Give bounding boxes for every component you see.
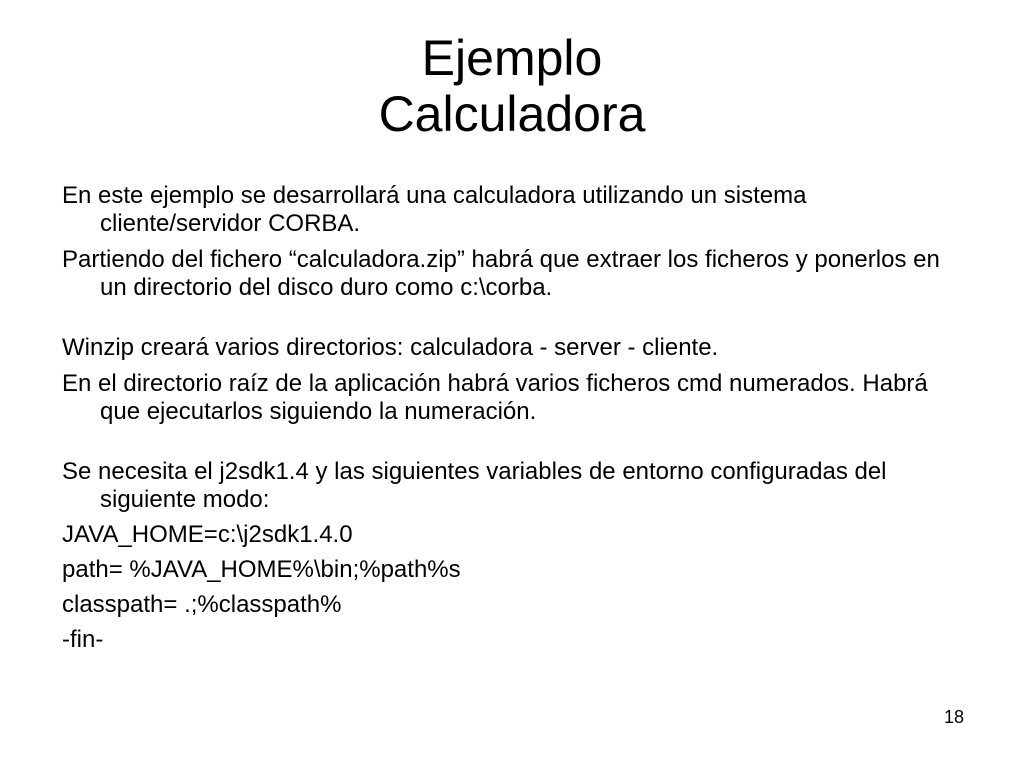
env-path: path= %JAVA_HOME%\bin;%path%s xyxy=(62,556,461,583)
paragraph-extract: Partiendo del fichero “calculadora.zip” habrá que extraer los ficheros y ponerlos en un directorio del disco duro como c:\corba. xyxy=(62,246,940,301)
env-classpath: classpath= .;%classpath% xyxy=(62,591,342,618)
page-number: 18 xyxy=(943,707,964,727)
env-java-home: JAVA_HOME=c:\j2sdk1.4.0 xyxy=(62,521,353,548)
paragraph-requirements: Se necesita el j2sdk1.4 y las siguientes variables de entorno configuradas del siguiente modo: xyxy=(62,458,887,513)
paragraph-cmd-files: En el directorio raíz de la aplicación habrá varios ficheros cmd numerados. Habrá que ejecutarlos siguiendo la numeración. xyxy=(62,370,928,425)
end-marker: -fin- xyxy=(62,626,104,653)
paragraph-winzip: Winzip creará varios directorios: calculadora - server - cliente. xyxy=(62,334,719,361)
slide-title xyxy=(0,30,1024,142)
slide-body xyxy=(62,182,962,654)
slide-title-line-1: Ejemplo xyxy=(421,30,603,86)
slide-title-line-2: Calculadora xyxy=(378,86,646,142)
paragraph-intro: En este ejemplo se desarrollará una calculadora utilizando un sistema cliente/servidor CORBA. xyxy=(62,182,807,237)
